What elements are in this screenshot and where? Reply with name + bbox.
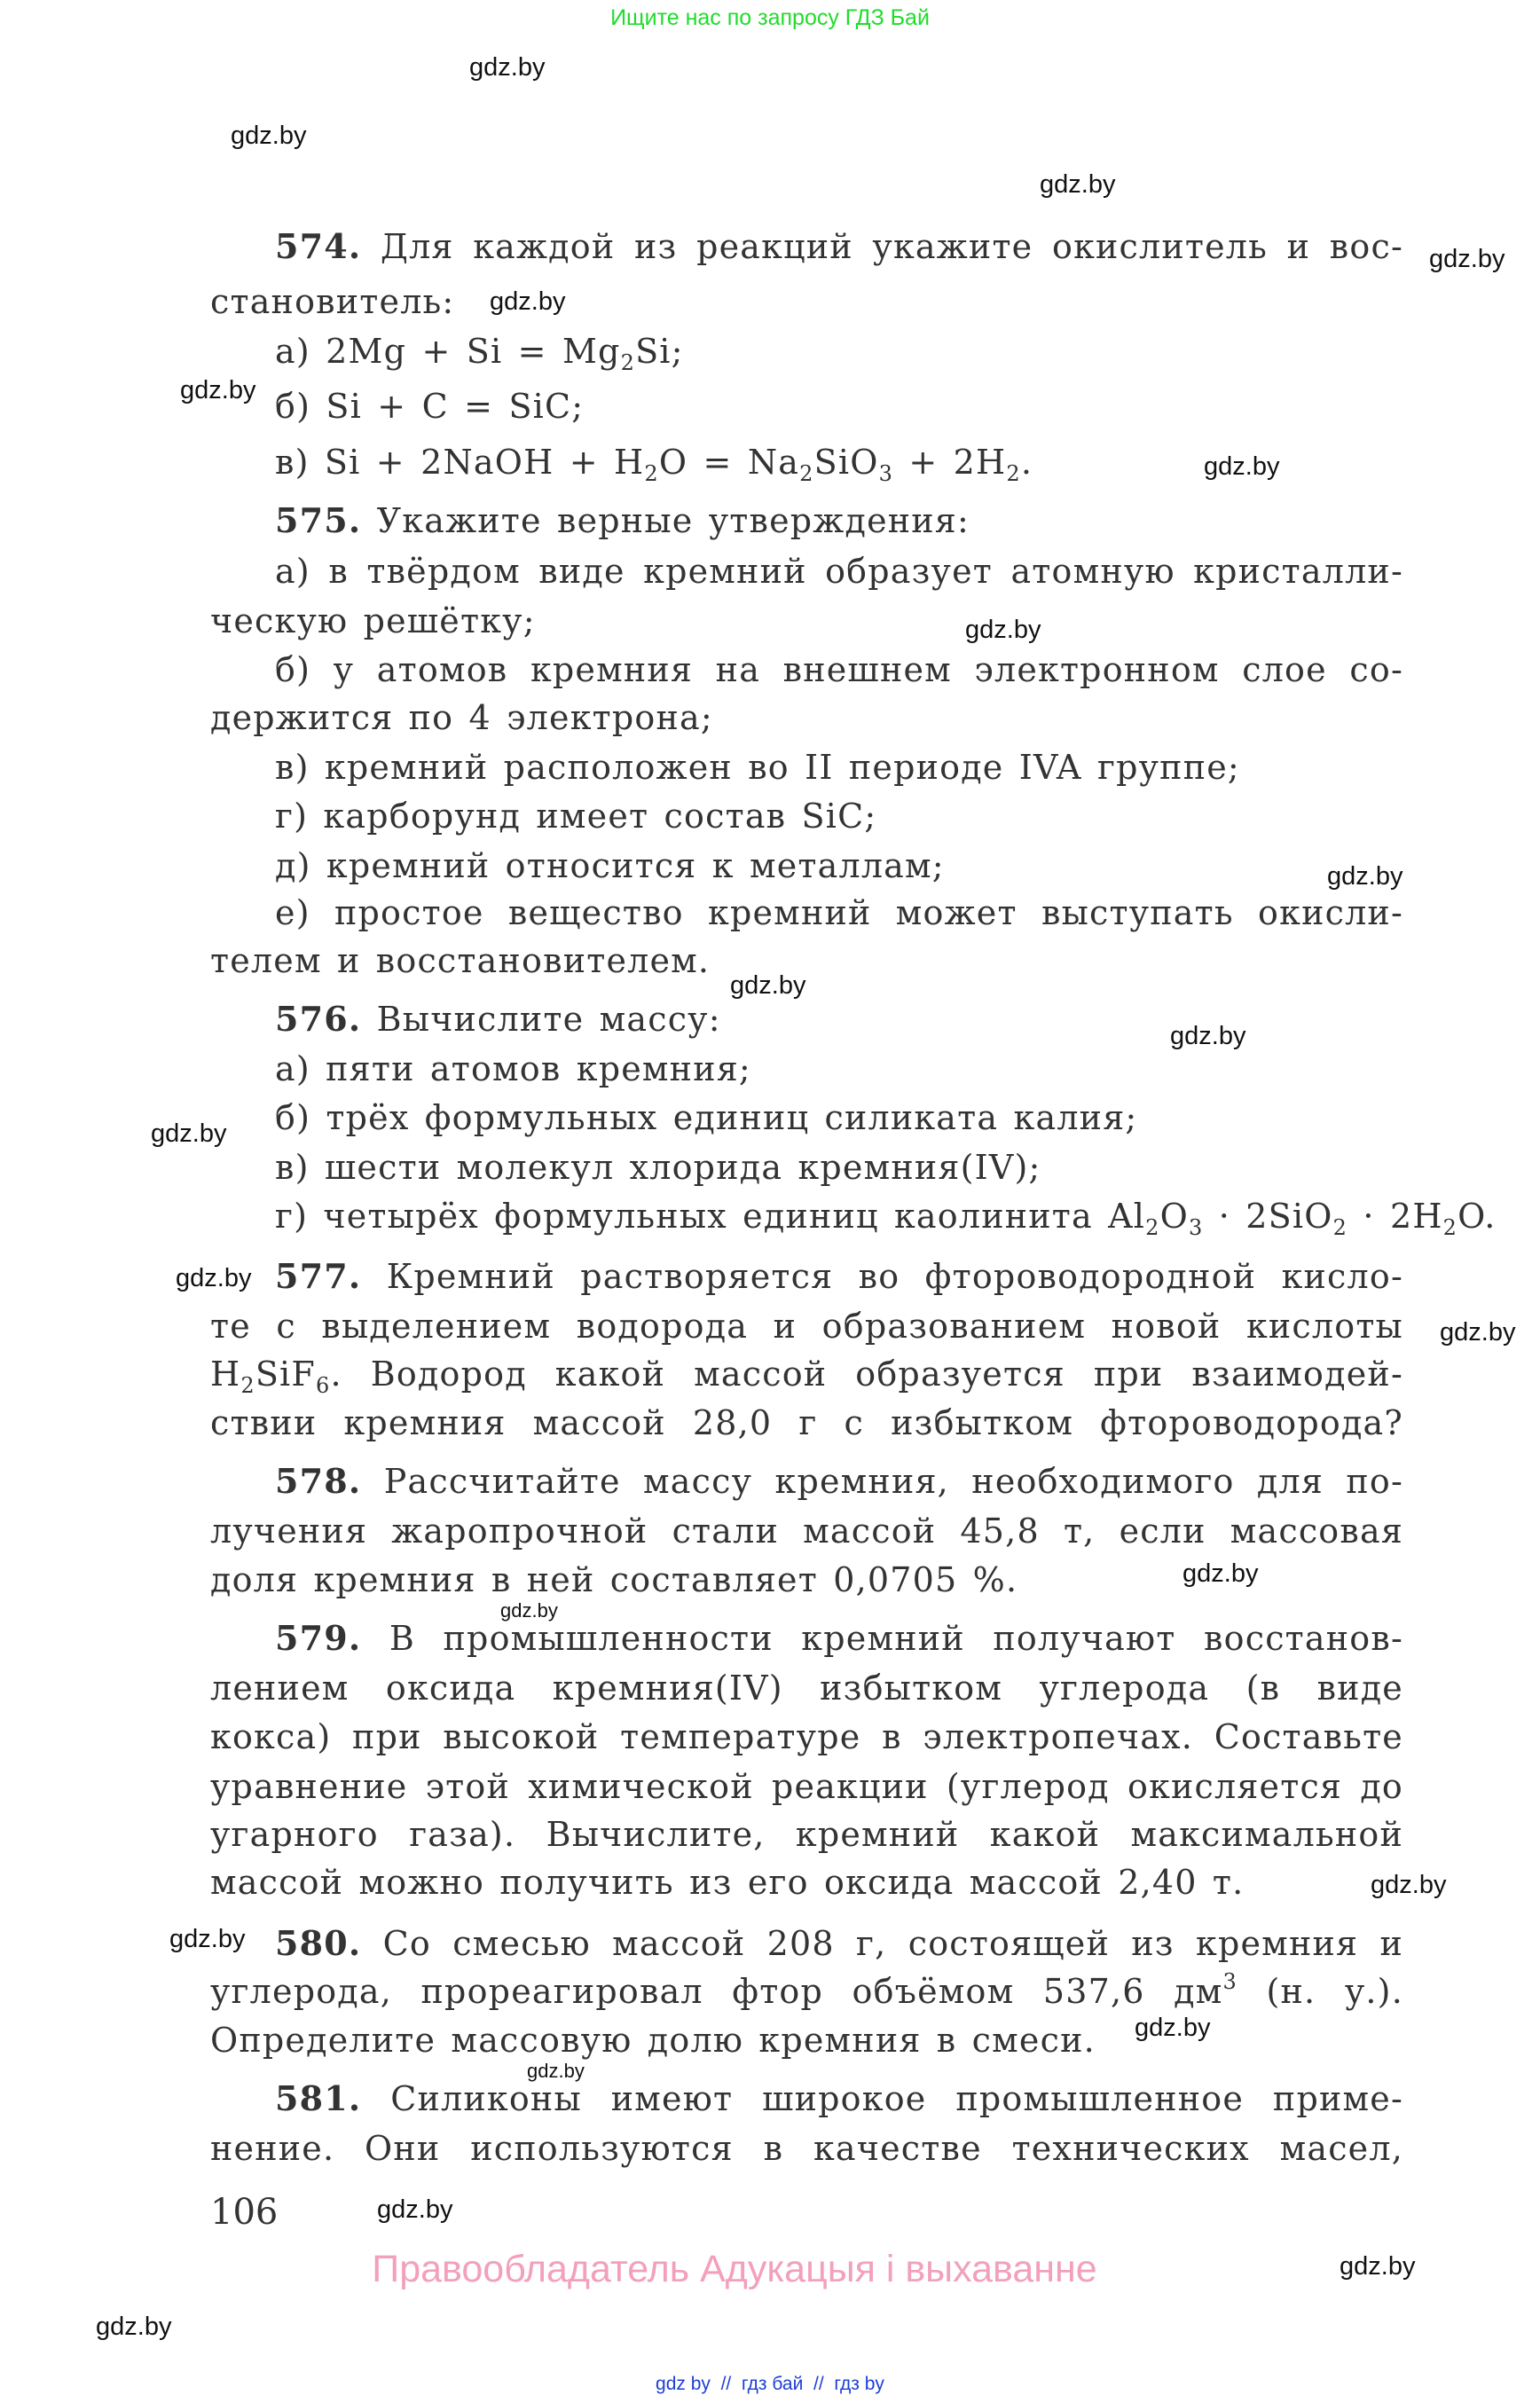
text-segment: Вычислите массу: (361, 1000, 721, 1039)
text-segment: Со смесью массой 208 г, состоящей из кремния и (361, 1924, 1403, 1963)
problem-number: 581. (275, 2078, 362, 2118)
text-segment: а) в твёрдом виде кремний образует атомную кристалли- (275, 552, 1403, 591)
problem-line (275, 546, 1403, 596)
text-segment: кокса) при высокой температуре в электропечах. Составьте (210, 1717, 1403, 1756)
text-segment: O. (1458, 1197, 1497, 1236)
text-segment: Определите массовую долю кремния в смеси. (210, 2021, 1096, 2060)
problem-line (275, 1457, 1403, 1506)
subscript: 2 (799, 461, 814, 486)
subscript: 2 (1332, 1215, 1348, 1240)
superscript: 3 (1222, 1969, 1238, 1994)
gdz-watermark: gdz.by (1340, 2252, 1416, 2281)
text-segment: O = Na (658, 443, 800, 482)
text-segment: Силиконы имеют широкое промышленное приме- (361, 2079, 1403, 2118)
problem-number: 578. (275, 1461, 362, 1501)
text-segment: г) карборунд имеет состав SiC; (275, 797, 877, 836)
text-segment: доля кремния в ней составляет 0,0705 %. (210, 1560, 1018, 1599)
problem-line (275, 888, 1403, 938)
gdz-watermark: gdz.by (180, 376, 256, 404)
subscript: 2 (1145, 1215, 1160, 1240)
problem-number: 576. (275, 999, 362, 1039)
text-segment: ствии кремния массой 28,0 г с избытком фтороводорода? (210, 1403, 1403, 1442)
text-segment: . Водород какой массой образуется при взаимодей- (330, 1355, 1403, 1394)
problem-line (210, 693, 1403, 742)
problem-line (275, 1614, 1403, 1663)
text-segment: нение. Они используются в качестве технических масел, (210, 2129, 1403, 2168)
text-segment: телем и восстановителем. (210, 941, 711, 980)
text-segment: держится по 4 электрона; (210, 698, 713, 737)
text-segment: а) 2Mg + Si = Mg (275, 332, 621, 371)
problem-line (210, 1663, 1403, 1713)
text-segment: б) трёх формульных единиц силиката калия; (275, 1098, 1138, 1137)
text-segment: ческую решётку; (210, 601, 536, 640)
problem-line (210, 1301, 1403, 1351)
problem-line (210, 596, 1403, 646)
search-banner: Ищите нас по запросу ГДЗ Бай (610, 5, 930, 30)
gdz-watermark: gdz.by (730, 971, 806, 1000)
gdz-watermark: gdz.by (1170, 1022, 1246, 1050)
text-segment: . (1020, 443, 1033, 482)
problem-line (210, 1506, 1403, 1556)
text-segment: е) простое вещество кремний может выступать окисли- (275, 893, 1403, 932)
gdz-watermark: gdz.by (1040, 170, 1116, 199)
gdz-watermark: gdz.by (490, 287, 566, 316)
footer-links[interactable]: gdz by // гдз бай // гдз by (656, 2374, 884, 2394)
subscript: 3 (878, 461, 894, 486)
text-segment: в) шести молекул хлорида кремния(IV); (275, 1148, 1041, 1187)
subscript: 2 (620, 350, 636, 375)
gdz-watermark: gdz.by (176, 1264, 252, 1292)
problem-number: 575. (275, 500, 362, 540)
problem-line (275, 496, 1403, 546)
problem-line (275, 1044, 1403, 1094)
problem-line (210, 1398, 1403, 1448)
text-segment: те с выделением водорода и образованием новой кислоты (210, 1307, 1403, 1346)
text-segment: д) кремний относится к металлам; (275, 846, 945, 885)
text-segment: в) кремний расположен во II периоде IVA группе; (275, 748, 1240, 787)
text-segment: В промышленности кремний получают восстанов- (361, 1619, 1403, 1658)
subscript: 2 (1442, 1215, 1458, 1240)
subscript: 2 (240, 1373, 255, 1398)
text-segment: + 2H (893, 443, 1007, 482)
problem-line (275, 1252, 1403, 1301)
problem-line (210, 1967, 1403, 2016)
gdz-watermark: gdz.by (1440, 1318, 1516, 1347)
problem-line (275, 645, 1403, 695)
text-segment: становитель: (210, 282, 455, 321)
text-segment: углерода, прореагировал фтор объёмом 537,6 дм (210, 1972, 1223, 2011)
text-segment: массой можно получить из его оксида массой 2,40 т. (210, 1863, 1245, 1902)
text-segment: угарного газа). Вычислите, кремний какой максимальной (210, 1815, 1403, 1854)
gdz-watermark: gdz.by (151, 1119, 227, 1148)
problem-line (210, 1762, 1403, 1811)
problem-line (210, 1857, 1403, 1907)
problem-number: 577. (275, 1256, 362, 1296)
problem-line (275, 742, 1403, 792)
text-segment: · 2H (1348, 1197, 1443, 1236)
text-segment: (н. у.). (1238, 1972, 1403, 2011)
text-segment: H (210, 1355, 241, 1394)
problem-line (275, 326, 1403, 376)
text-segment: Si; (635, 332, 684, 371)
gdz-watermark: gdz.by (1429, 245, 1505, 273)
gdz-watermark: gdz.by (965, 616, 1041, 644)
problem-line (275, 1143, 1403, 1192)
gdz-watermark: gdz.by (231, 122, 307, 150)
subscript: 3 (1188, 1215, 1204, 1240)
problem-line (275, 1191, 1497, 1241)
problem-line (275, 841, 1403, 891)
problem-line (210, 2015, 1403, 2065)
text-segment: в) Si + 2NaOH + H (275, 443, 645, 482)
problem-line (210, 277, 1403, 326)
gdz-watermark: gdz.by (500, 1599, 558, 1622)
gdz-watermark: gdz.by (527, 2060, 585, 2082)
gdz-watermark: gdz.by (96, 2313, 172, 2341)
text-segment: б) Si + C = SiC; (275, 387, 585, 426)
text-segment: г) четырёх формульных единиц каолинита Al (275, 1197, 1146, 1236)
problem-number: 580. (275, 1923, 362, 1963)
gdz-watermark: gdz.by (1371, 1871, 1447, 1899)
gdz-watermark: gdz.by (1327, 862, 1403, 891)
problem-line (275, 222, 1403, 271)
problem-line (275, 1919, 1403, 1968)
problem-line (275, 1093, 1403, 1143)
copyright-notice: Правообладатель Адукацыя і выхаванне (372, 2248, 1097, 2290)
text-segment: б) у атомов кремния на внешнем электронном слое со- (275, 650, 1403, 689)
gdz-watermark: gdz.by (469, 53, 546, 82)
subscript: 2 (644, 461, 659, 486)
gdz-watermark: gdz.by (1204, 452, 1280, 481)
problem-line (275, 381, 1403, 431)
page-number: 106 (210, 2192, 279, 2233)
problem-line (210, 2124, 1403, 2173)
gdz-watermark: gdz.by (377, 2195, 453, 2224)
problem-line (275, 791, 1403, 841)
gdz-watermark: gdz.by (169, 1925, 246, 1953)
text-segment: лением оксида кремния(IV) избытком углерода (в виде (210, 1669, 1403, 1708)
text-segment: лучения жаропрочной стали массой 45,8 т, если массовая (210, 1512, 1403, 1551)
text-segment: Для каждой из реакций укажите окислитель и вос- (361, 227, 1403, 266)
text-segment: SiF (255, 1355, 316, 1394)
text-segment: уравнение этой химической реакции (углерод окисляется до (210, 1767, 1403, 1806)
text-segment: Укажите верные утверждения: (361, 501, 970, 540)
text-segment: Кремний растворяется во фтороводородной кисло- (361, 1257, 1403, 1296)
text-segment: Рассчитайте массу кремния, необходимого для по- (361, 1462, 1403, 1501)
gdz-watermark: gdz.by (1135, 2014, 1211, 2042)
text-segment: а) пяти атомов кремния; (275, 1049, 751, 1088)
text-segment: O (1159, 1197, 1189, 1236)
problem-line (210, 1712, 1403, 1762)
problem-line (275, 2074, 1403, 2124)
problem-number: 579. (275, 1618, 362, 1658)
subscript: 2 (1006, 461, 1021, 486)
subscript: 6 (315, 1373, 331, 1398)
problem-number: 574. (275, 226, 362, 266)
problem-line (210, 1349, 1403, 1399)
problem-line (210, 936, 1403, 986)
gdz-watermark: gdz.by (1182, 1559, 1259, 1588)
text-segment: · 2SiO (1203, 1197, 1333, 1236)
problem-line (210, 1810, 1403, 1859)
text-segment: SiO (813, 443, 879, 482)
